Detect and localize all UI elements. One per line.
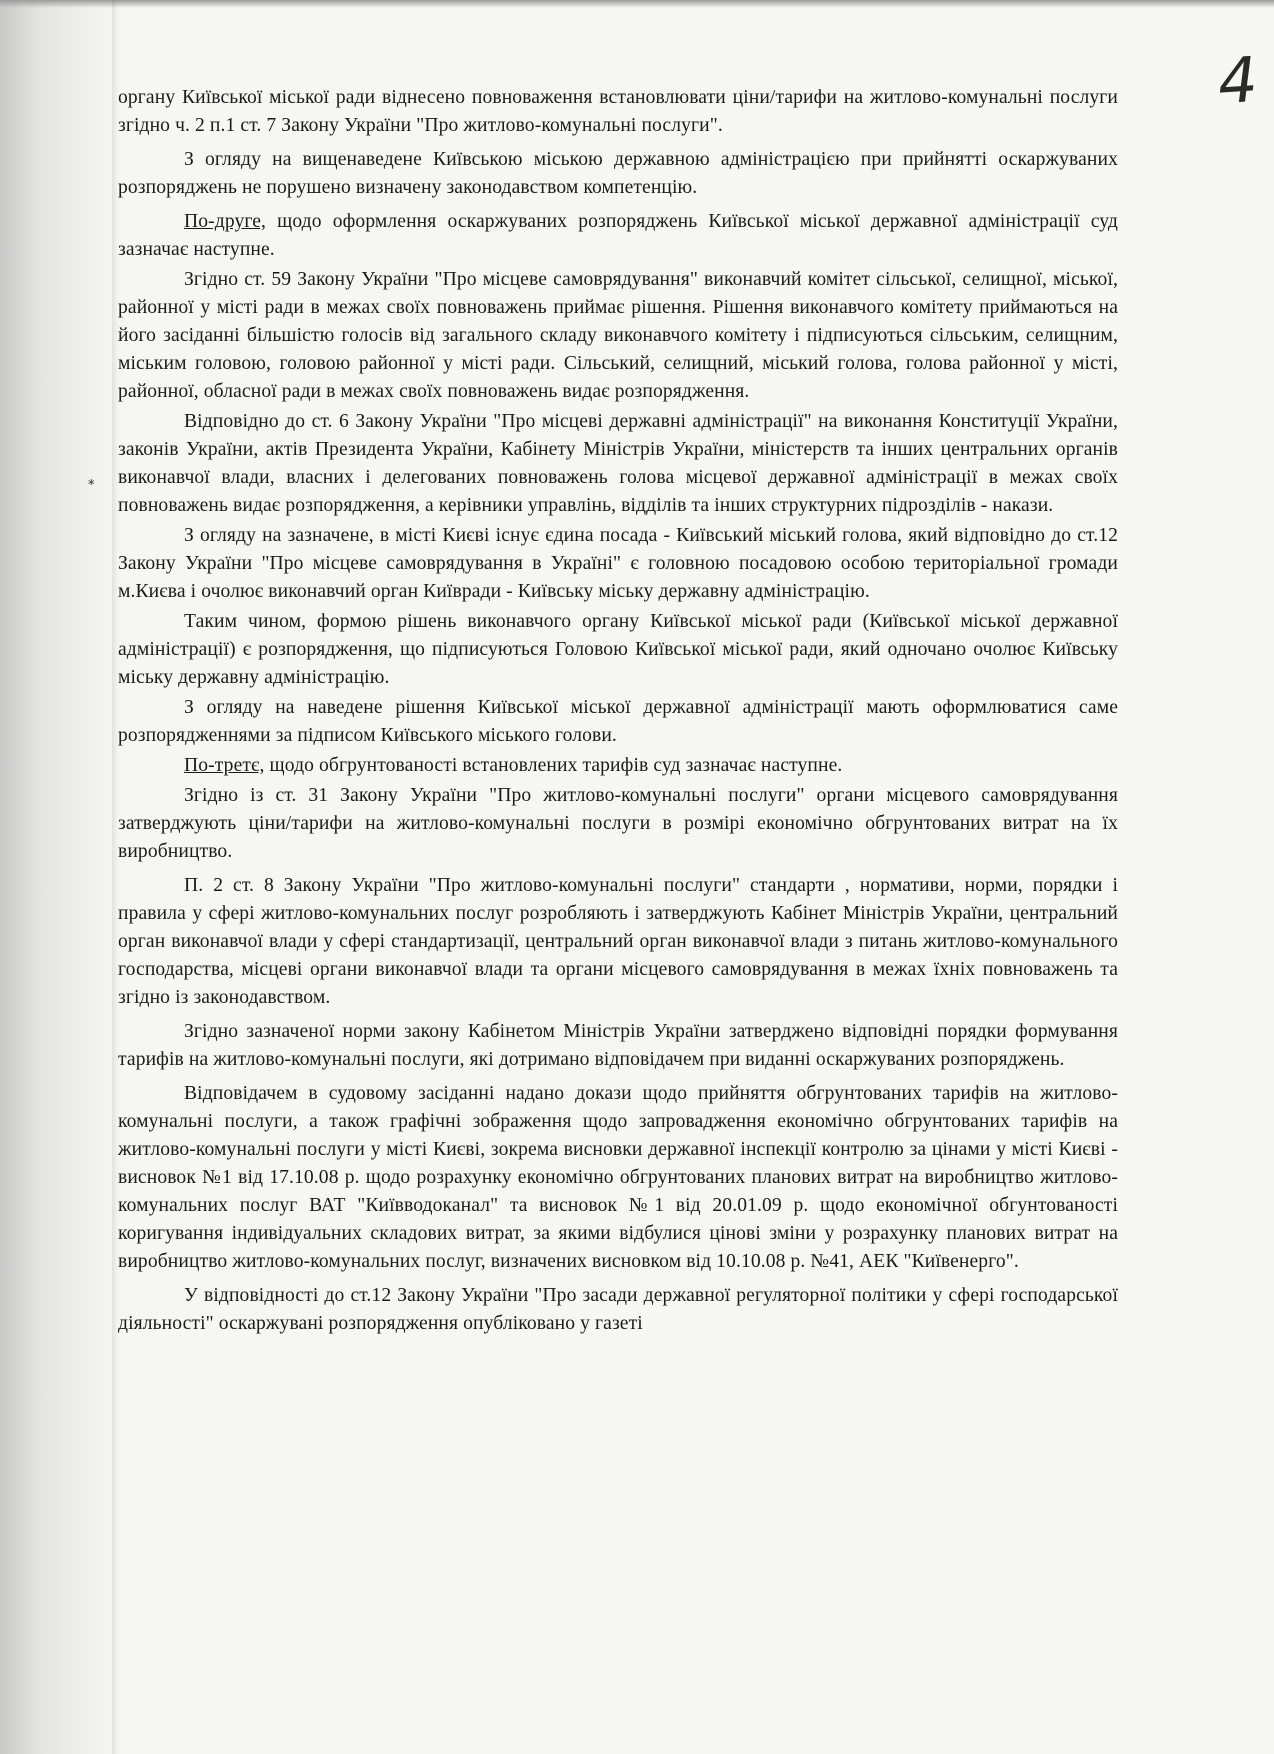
section-marker-third: По-третє,: [184, 755, 265, 776]
paragraph-3: [118, 208, 1118, 264]
paragraph-10: Згідно із ст. 31 Закону України "Про житлово-комунальні послуги" органи місцевого самоврядування затверджують ціни/тарифи на житлово-комунальні послуги в розмірі економічно обгрунтованих витрат на їх виробництво.: [118, 785, 1118, 862]
paragraph-14: У відповідності до ст.12 Закону України "Про засади державної регуляторної політики у сфері господарської діяльності" оскаржувані розпорядження опубліковано у газеті: [118, 1285, 1118, 1334]
scan-top-shadow: [0, 0, 1274, 8]
paragraph-3-text: щодо оформлення оскаржуваних розпоряджень Київської міської державної адміністрації суд зазначає наступне.: [118, 211, 1118, 260]
paragraph-7: Таким чином, формою рішень виконавчого органу Київської міської ради (Київської міської державної адміністрації) є розпорядження, що підписуються Головою Київської міської ради, який одночано очолює Київську міську державну адміністрацію.: [118, 611, 1118, 688]
paragraph-6: З огляду на зазначене, в місті Києві існує єдина посада - Київський міський голова, який відповідно до ст.12 Закону України "Про місцеве самоврядування в Україні" є головною посадовою особою територіальної громади м.Києва і очолює виконавчий орган Київради - Київську міську державну адміністрацію.: [118, 525, 1118, 602]
document-body: [118, 84, 1118, 1340]
paragraph-13: Відповідачем в судовому засіданні надано докази щодо прийняття обгрунтованих тарифів на житлово-комунальні послуги, а також графічні зображення щодо запровадження економічно обгрунтованих тарифів на житлово-комунальні послуги у місті Києві, зокрема висновки державної інспекції контролю за цінами у місті Києві - висновок №1 від 17.10.08 р. щодо розрахунку економічно обгрунтованих планових витрат на виробництво житлово-комунальних послуг ВАТ "Київводоканал" та висновок №1 від 20.01.09 р. щодо економічної обгунтованості коригування індивідуальних складових витрат, за якими відбулися цінові зміни у розрахунку планових витрат на виробництво житлово-комунальних послуг, визначених висновком від 10.10.08 р. №41, АЕК "Київенерго".: [118, 1083, 1118, 1272]
paragraph-9-text: щодо обгрунтованості встановлених тарифів суд зазначає наступне.: [264, 755, 843, 776]
section-marker-second: По-друге,: [184, 211, 267, 232]
paragraph-1: органу Київської міської ради віднесено повноваження встановлювати ціни/тарифи на житлово-комунальні послуги згідно ч. 2 п.1 ст. 7 Закону України "Про житлово-комунальні послуги".: [118, 87, 1118, 136]
paragraph-12: Згідно зазначеної норми закону Кабінетом Міністрів України затверджено відповідні порядки формування тарифів на житлово-комунальні послуги, які дотримано відповідачем при виданні оскаржуваних розпоряджень.: [118, 1021, 1118, 1070]
handwritten-page-number: 4: [1215, 42, 1260, 119]
paragraph-5: Відповідно до ст. 6 Закону України "Про місцеві державні адміністрації" на виконання Конституції України, законів України, актів Президента України, Кабінету Міністрів України, міністерств та інших центральних органів виконавчої влади, власних і делегованих повноважень голова місцевої державної адміністрації в межах своїх повноважень видає розпорядження, а керівники управлінь, відділів та інших структурних підрозділів - накази.: [118, 411, 1118, 516]
paragraph-11: П. 2 ст. 8 Закону України "Про житлово-комунальні послуги" стандарти , нормативи, норми, порядки і правила у сфері житлово-комунальних послуг розробляють і затверджують Кабінет Міністрів України, центральний орган виконавчої влади у сфері стандартизації, центральний орган виконавчої влади з питань житлово-комунального господарства, місцеві органи виконавчої влади та органи місцевого самоврядування в межах їхніх повноважень та згідно із законодавством.: [118, 875, 1118, 1008]
paragraph-2: З огляду на вищенаведене Київською міською державною адміністрацією при прийнятті оскаржуваних розпоряджень не порушено визначену законодавством компетенцію.: [118, 149, 1118, 198]
margin-mark: *: [88, 478, 95, 493]
paragraph-4: Згідно ст. 59 Закону України "Про місцеве самоврядування" виконавчий комітет сільської, селищної, міської, районної у місті ради в межах своїх повноважень приймає рішення. Рішення виконавчого комітету приймаються на його засіданні більшістю голосів від загального складу виконавчого комітету і підписуються сільським, селищним, міським головою, головою районної у місті ради. Сільський, селищний, міський голова, голова районної у місті, районної, обласної ради в межах своїх повноважень видає розпорядження.: [118, 269, 1118, 402]
paragraph-8: З огляду на наведене рішення Київської міської державної адміністрації мають оформлюватися саме розпорядженнями за підписом Київського міського голови.: [118, 697, 1118, 746]
paragraph-9: [118, 752, 1118, 780]
